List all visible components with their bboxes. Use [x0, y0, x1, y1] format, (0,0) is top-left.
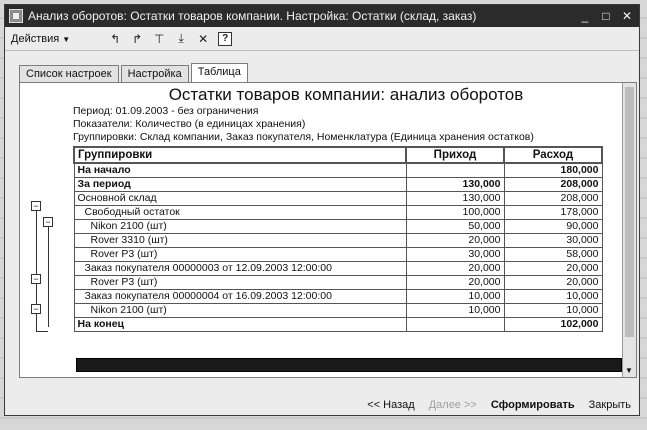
- row-expense: 10,000: [504, 303, 602, 317]
- row-income: [406, 163, 504, 177]
- collapse-icon[interactable]: −: [31, 304, 41, 314]
- redo-icon[interactable]: ↱: [132, 31, 143, 46]
- row-expense: 208,000: [504, 191, 602, 205]
- row-expense: 102,000: [504, 317, 602, 331]
- tree-line: [36, 331, 48, 332]
- grouping-tree: [20, 83, 70, 377]
- column-header-income: Приход: [406, 147, 504, 163]
- table-row[interactable]: [74, 317, 602, 331]
- row-income: 10,000: [406, 303, 504, 317]
- generate-button[interactable]: Сформировать: [490, 399, 575, 411]
- report-window: [4, 4, 640, 416]
- tab-settings[interactable]: Настройка: [121, 65, 189, 82]
- back-button[interactable]: << Назад: [367, 399, 415, 411]
- row-expense: 20,000: [504, 275, 602, 289]
- report-sheet: [70, 83, 622, 377]
- help-icon[interactable]: ?: [218, 32, 232, 46]
- collapse-icon[interactable]: −: [43, 217, 53, 227]
- row-income: 100,000: [406, 205, 504, 219]
- table-row[interactable]: [74, 177, 602, 191]
- row-expense: 10,000: [504, 289, 602, 303]
- table-row[interactable]: [74, 289, 602, 303]
- table-row[interactable]: [74, 247, 602, 261]
- column-header-groupings: Группировки: [74, 147, 406, 163]
- table-header-row: [74, 147, 602, 163]
- expand-all-icon[interactable]: ⊤: [153, 31, 165, 46]
- row-expense: 30,000: [504, 233, 602, 247]
- table-row[interactable]: [74, 261, 602, 275]
- row-expense: 58,000: [504, 247, 602, 261]
- row-expense: 208,000: [504, 177, 602, 191]
- wizard-buttons: [5, 395, 639, 415]
- tree-line: [48, 217, 49, 327]
- row-label: Свободный остаток: [74, 205, 406, 219]
- row-expense: 20,000: [504, 261, 602, 275]
- report-table: [73, 146, 603, 332]
- row-income: 10,000: [406, 289, 504, 303]
- row-income: 20,000: [406, 233, 504, 247]
- row-label: Rover 3310 (шт): [74, 233, 406, 247]
- row-label: Основной склад: [74, 191, 406, 205]
- report-period: Период: 01.09.2003 - без ограничения: [73, 105, 259, 117]
- table-row[interactable]: [74, 233, 602, 247]
- maximize-button[interactable]: □: [602, 9, 610, 23]
- table-row[interactable]: [74, 219, 602, 233]
- report-indicators: Показатели: Количество (в единицах хранения): [73, 118, 306, 130]
- row-income: 20,000: [406, 275, 504, 289]
- window-title: Анализ оборотов: Остатки товаров компании. Настройка: Остатки (склад, заказ): [28, 9, 477, 23]
- next-button[interactable]: Далее >>: [428, 399, 477, 411]
- row-income: 130,000: [406, 191, 504, 205]
- app-icon: [9, 9, 23, 23]
- row-label: Заказ покупателя 00000003 от 12.09.2003 12:00:00: [74, 261, 406, 275]
- chevron-down-icon[interactable]: ▼: [625, 366, 633, 375]
- actions-menu[interactable]: [11, 33, 70, 45]
- collapse-icon[interactable]: −: [31, 201, 41, 211]
- tab-strip: [19, 65, 248, 82]
- row-label: За период: [74, 177, 406, 191]
- undo-icon[interactable]: ↰: [110, 31, 121, 46]
- table-row[interactable]: [74, 191, 602, 205]
- delete-icon[interactable]: ✕: [198, 31, 209, 46]
- report-title: Остатки товаров компании: анализ оборотов: [168, 85, 524, 104]
- column-header-expense: Расход: [504, 147, 602, 163]
- tab-settings-list[interactable]: Список настроек: [19, 65, 119, 82]
- row-income: 30,000: [406, 247, 504, 261]
- toolbar: [5, 27, 639, 51]
- tab-table[interactable]: Таблица: [191, 63, 248, 82]
- row-income: 130,000: [406, 177, 504, 191]
- report-groupings: Группировки: Склад компании, Заказ покупателя, Номенклатура (Единица хранения остатков): [73, 131, 534, 143]
- table-row[interactable]: [74, 275, 602, 289]
- row-label: Nikon 2100 (шт): [74, 219, 406, 233]
- row-income: 50,000: [406, 219, 504, 233]
- collapse-icon[interactable]: ⤓: [178, 31, 184, 45]
- scrollbar-thumb[interactable]: [625, 87, 634, 337]
- row-expense: 178,000: [504, 205, 602, 219]
- row-expense: 90,000: [504, 219, 602, 233]
- row-label: Заказ покупателя 00000004 от 16.09.2003 12:00:00: [74, 289, 406, 303]
- chevron-down-icon: ▼: [62, 34, 71, 44]
- row-income: 20,000: [406, 261, 504, 275]
- table-panel: [19, 82, 637, 378]
- table-row[interactable]: [74, 205, 602, 219]
- table-row[interactable]: [74, 303, 602, 317]
- minimize-button[interactable]: _: [581, 9, 589, 23]
- row-label: На конец: [74, 317, 406, 331]
- horizontal-scrollbar[interactable]: [76, 358, 622, 372]
- close-button[interactable]: Закрыть: [588, 399, 631, 411]
- row-label: На начало: [74, 163, 406, 177]
- title-bar: [5, 5, 639, 27]
- close-window-button[interactable]: ✕: [621, 9, 633, 23]
- row-income: [406, 317, 504, 331]
- row-label: Nikon 2100 (шт): [74, 303, 406, 317]
- vertical-scrollbar[interactable]: [622, 83, 636, 377]
- row-label: Rover P3 (шт): [74, 247, 406, 261]
- table-row[interactable]: [74, 163, 602, 177]
- actions-menu-label: Действия: [11, 32, 60, 45]
- collapse-icon[interactable]: −: [31, 274, 41, 284]
- row-expense: 180,000: [504, 163, 602, 177]
- row-label: Rover P3 (шт): [74, 275, 406, 289]
